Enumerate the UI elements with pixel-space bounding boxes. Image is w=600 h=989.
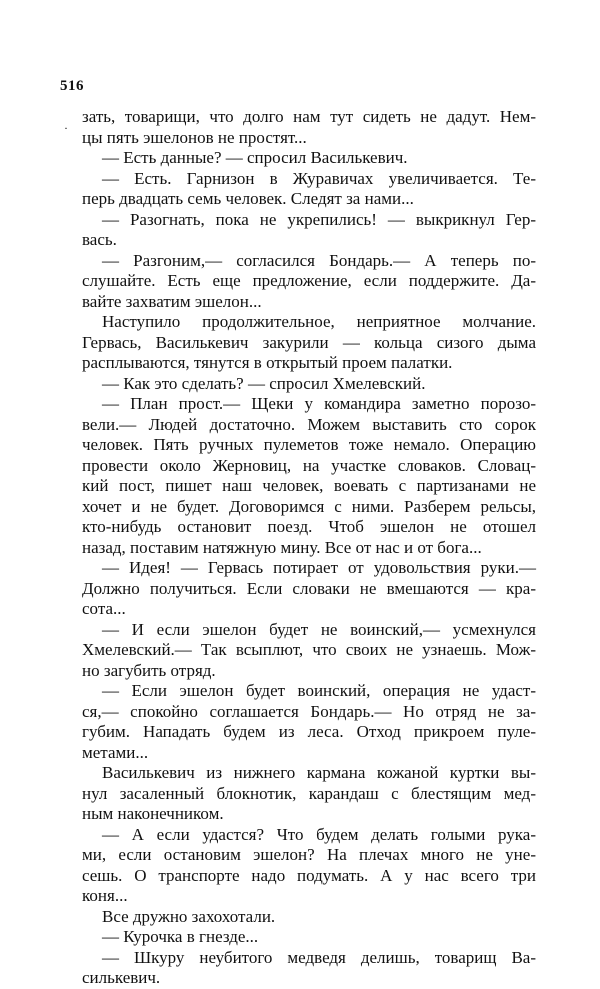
text-line: Наступило продолжительное, неприятное молчание. (102, 312, 536, 331)
body-text (82, 107, 536, 989)
text-line: сота... (82, 599, 126, 618)
text-line: метами... (82, 742, 149, 762)
text-line: расплываются, тянутся в открытый проем палатки. (82, 353, 453, 372)
text-line: Василькевич из нижнего кармана кожаной куртки вы- (102, 763, 536, 782)
text-line: — План прост.— Щеки у командира заметно порозо- (102, 394, 536, 413)
text-line: коня... (82, 886, 128, 905)
text-line: Гервась, Василькевич закурили — кольца сизого дыма (82, 332, 536, 352)
text-line: — Идея! — Гервась потирает от удовольствия руки.— (102, 558, 536, 577)
text-line: ным наконечником. (82, 804, 224, 823)
text-line: — Шкуру неубитого медведя делишь, товарищ Ва- (102, 947, 536, 967)
text-line: слушайте. Есть еще предложение, если поддержите. Да- (82, 271, 536, 290)
text-line: вели.— Людей достаточно. Можем выставить сто сорок (82, 414, 536, 434)
text-line: кто-нибудь остановит поезд. Чтоб эшелон не отошел (82, 517, 536, 536)
margin-mark: · (64, 121, 68, 135)
text-line: вайте захватим эшелон... (82, 291, 262, 311)
text-line: цы пять эшелонов не простят... (82, 127, 307, 147)
page-number: 516 (60, 78, 84, 94)
text-line: зать, товарищи, что долго нам тут сидеть не дадут. Нем- (82, 107, 536, 126)
text-line: — Есть. Гарнизон в Журавичах увеличивается. Те- (102, 168, 536, 188)
text-line: нул засаленный блокнотик, карандаш с блестящим мед- (82, 783, 536, 803)
text-line: назад, поставим натяжную мину. Все от нас и от бога... (82, 537, 482, 557)
text-line: кий пост, пишет наш человек, воевать с партизанами не (82, 476, 536, 495)
text-line: губим. Нападать будем из леса. Отход прикроем пуле- (82, 722, 536, 741)
text-line: ми, если остановим эшелон? На плечах много не уне- (82, 845, 536, 864)
text-line: перь двадцать семь человек. Следят за нами... (82, 189, 414, 208)
text-line: Должно получиться. Если словаки не вмешаются — кра- (82, 578, 536, 598)
text-line: — И если эшелон будет не воинский,— усмехнулся (102, 619, 536, 639)
text-line: вась. (82, 230, 117, 249)
text-line: — Разогнать, пока не укрепились! — выкрикнул Гер- (102, 209, 536, 229)
text-line: — Курочка в гнезде... (102, 927, 259, 946)
text-line: Хмелевский.— Так всыплют, что своих не узнаешь. Мож- (82, 640, 536, 659)
text-line: — А если удастся? Что будем делать голыми рука- (102, 824, 536, 844)
text-line: силькевич. (82, 968, 161, 987)
text-line: — Как это сделать? — спросил Хмелевский. (102, 373, 426, 393)
text-line: ся,— спокойно соглашается Бондарь.— Но отряд не за- (82, 701, 536, 721)
text-line: Все дружно захохотали. (102, 906, 276, 926)
text-line: но загубить отряд. (82, 660, 216, 680)
text-line: сешь. О транспорте надо подумать. А у нас всего три (82, 865, 536, 885)
text-line: провести около Жерновиц, на участке словаков. Словац- (82, 455, 536, 475)
text-line: — Если эшелон будет воинский, операция не удаст- (102, 681, 536, 700)
text-line: — Разгоним,— согласился Бондарь.— А теперь по- (102, 250, 536, 270)
text-line: человек. Пять ручных пулеметов тоже немало. Операцию (82, 435, 536, 454)
text-line: хочет и не будет. Договоримся с ними. Разберем рельсы, (82, 496, 536, 516)
text-line: — Есть данные? — спросил Василькевич. (102, 148, 408, 167)
